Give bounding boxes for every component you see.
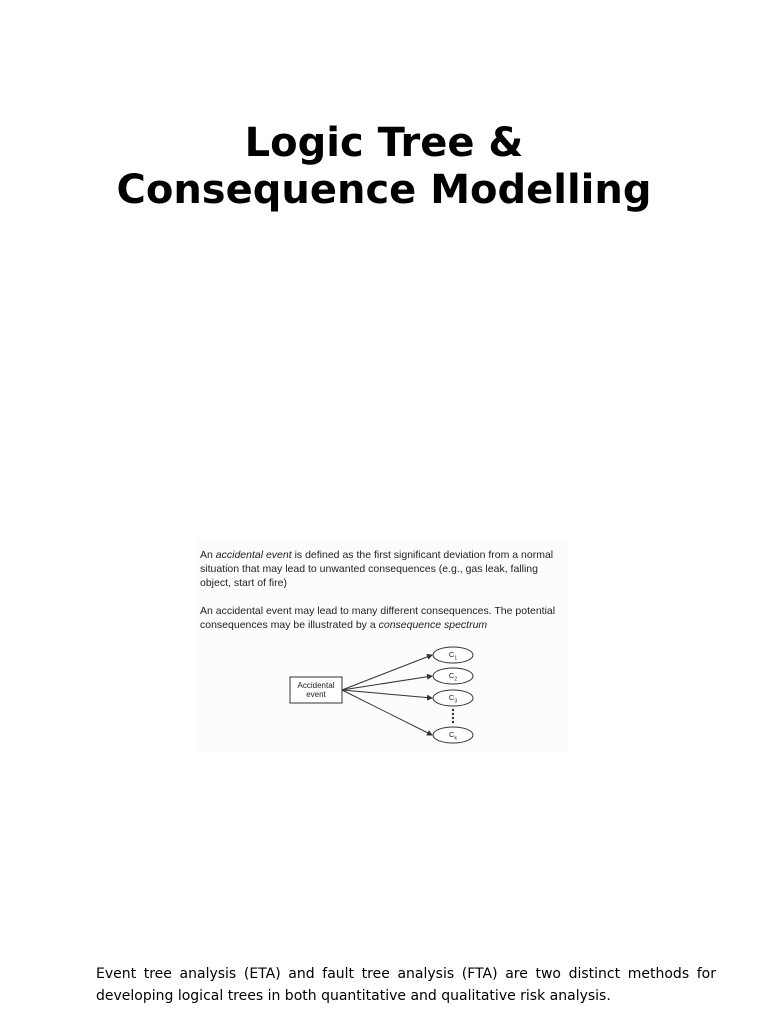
eta-fta-paragraph: Event tree analysis (ETA) and fault tree analysis (FTA) are two distinct methods for developing logical trees in both quantitative and qualitative risk analysis. [96,966,716,1004]
arrow-to-c2 [342,676,432,690]
title-line-2: Consequence Modelling [116,167,652,213]
consequence-c3-label: $C_3$ [448,693,458,705]
consequence-spectrum-figure [196,538,568,753]
consequence-spectrum-term: consequence spectrum [378,619,488,631]
title-line-1: Logic Tree & [244,120,524,166]
accidental-event-term: accidental event [215,549,292,561]
consequence-c2-label: $C_2$ [448,671,458,683]
arrow-to-c1 [342,655,432,690]
ellipsis-dot [452,713,454,715]
consequence-ck-label: $C_k$ [449,730,457,742]
ellipsis-dot [452,709,454,711]
consequence-diagram-svg [196,643,568,753]
accidental-event-definition: An accidental event is defined as the first significant deviation from a normal situation that may lead to unwanted consequences (e.g., gas leak, falling object, start of fire) [200,549,554,589]
ellipsis-dot [452,717,454,719]
accidental-event-label: Accidental event [297,681,335,699]
consequence-spectrum-description: An accidental event may lead to many different consequences. The potential consequences may be illustrated by a consequence spectrum [200,605,556,631]
consequence-diagram [196,643,568,753]
ellipsis-dot [452,721,454,723]
page-title [0,120,768,214]
consequence-c1-label: $C_1$ [448,650,458,662]
